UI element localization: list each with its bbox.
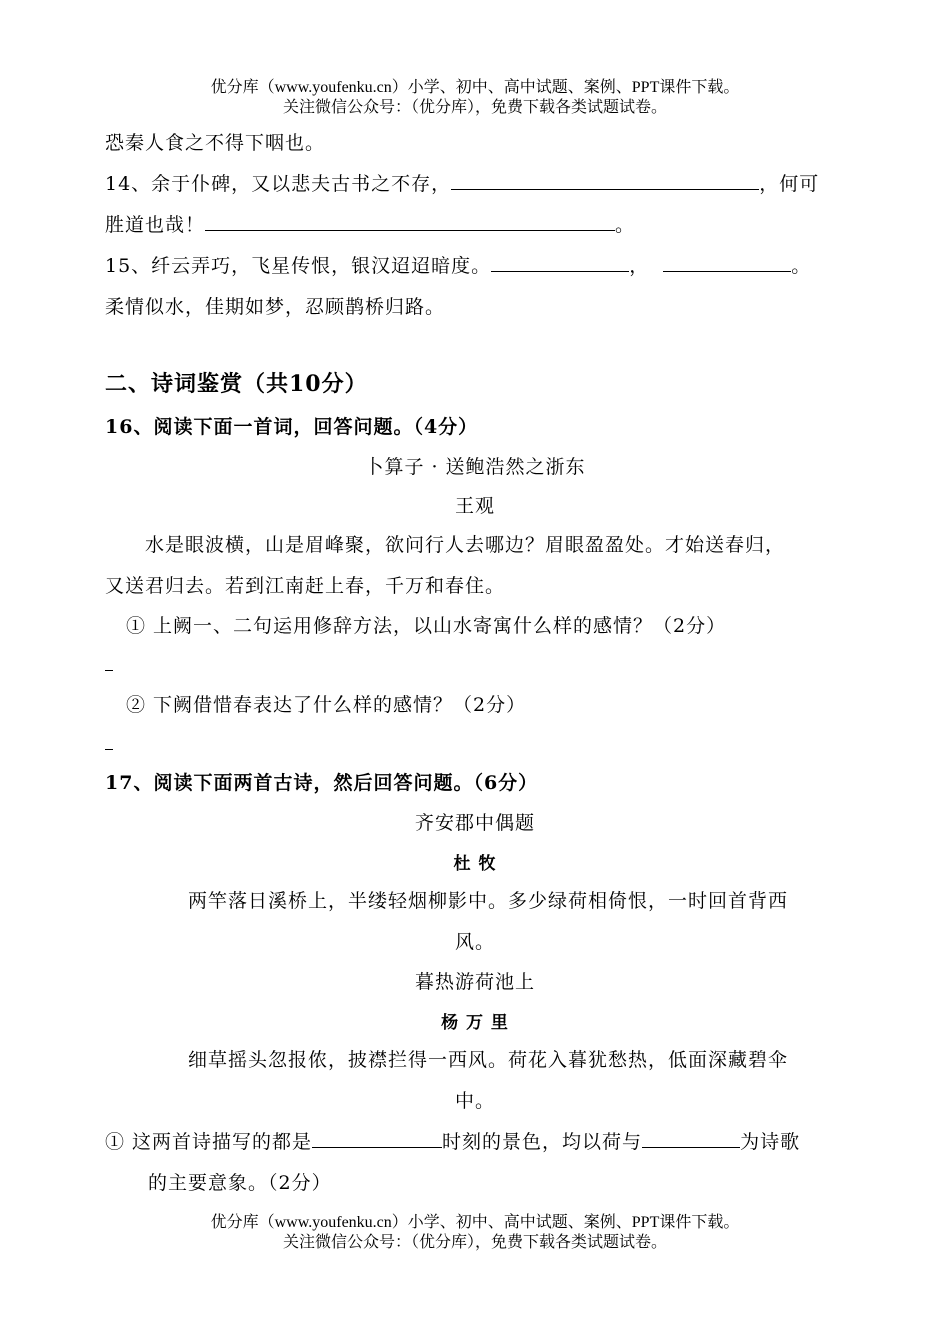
poem-3-title: 暮热游荷池上: [414, 971, 535, 993]
poem-1-line-1: 水是眼波横，山是眉峰聚，欲问行人去哪边？眉眼盈盈处。才始送春归，: [145, 534, 786, 556]
q17-1-text-a: ① 这两首诗描写的都是: [105, 1131, 313, 1153]
question-14-line-2: [105, 210, 847, 237]
poem-1-title: 卜算子 · 送鲍浩然之浙东: [364, 456, 586, 478]
poem-3-line-1: 细草摇头忽报侬，披襟拦得一西风。荷花入暮犹愁热，低面深藏碧伞: [188, 1049, 789, 1071]
question-15-line-1: [105, 251, 847, 278]
question-16-1: ① 上阙一、二句运用修辞方法，以山水寄寓什么样的感情？（2分）: [126, 615, 727, 637]
q15-text-a: 15、纤云弄巧，飞星传恨，银汉迢迢暗度。: [105, 255, 492, 277]
footer-line-2: 关注微信公众号：（优分库），免费下载各类试题试卷。: [282, 1234, 667, 1251]
question-16-2: ② 下阙借惜春表达了什么样的感情？（2分）: [126, 694, 527, 716]
poem-3-line-2: 中。: [454, 1090, 495, 1112]
poem-2-title: 齐安郡中偶题: [414, 812, 535, 834]
footer-line-1: 优分库（www.youfenku.cn）小学、初中、高中试题、案例、PPT课件下载。: [210, 1214, 740, 1231]
question-15-line-2: 柔情似水，佳期如梦，忍顾鹊桥归路。: [105, 296, 446, 318]
answer-line-16-1[interactable]: [105, 670, 113, 671]
q17-1-blank-1[interactable]: [312, 1129, 442, 1148]
header-line-2: 关注微信公众号：（优分库），免费下载各类试题试卷。: [282, 99, 667, 116]
question-14-line-1: [105, 169, 847, 196]
poem-2-author: 杜 牧: [453, 854, 497, 874]
poem-2-line-2: 风。: [454, 931, 495, 953]
header-line-1: 优分库（www.youfenku.cn）小学、初中、高中试题、案例、PPT课件下载。: [210, 79, 740, 96]
q14-blank-2[interactable]: [205, 212, 615, 231]
continuation-line: 恐秦人食之不得下咽也。: [105, 132, 326, 154]
q15-text-b: ，: [629, 255, 650, 277]
poem-2-line-1: 两竿落日溪桥上，半缕轻烟柳影中。多少绿荷相倚恨，一时回首背西: [188, 890, 789, 912]
poem-3-author: 杨 万 里: [441, 1013, 509, 1033]
q14-text-d: 。: [615, 214, 636, 236]
poem-1-line-2: 又送君归去。若到江南赶上春，千万和春住。: [105, 575, 506, 597]
q17-1-text-c: 为诗歌: [740, 1131, 801, 1153]
section-title: 二、诗词鉴赏（共10分）: [105, 371, 368, 397]
poem-1-author: 王观: [454, 495, 495, 517]
q14-text-a: 14、余于仆碑，又以悲夫古书之不存，: [105, 173, 452, 195]
q15-blank-1[interactable]: [491, 253, 629, 272]
q14-text-c: 胜道也哉！: [105, 214, 206, 236]
question-17-1-line-1: [105, 1127, 847, 1154]
question-16: 16、阅读下面一首词，回答问题。（4分）: [105, 416, 479, 438]
answer-line-16-2[interactable]: [105, 749, 113, 750]
question-17: 17、阅读下面两首古诗，然后回答问题。（6分）: [105, 772, 539, 794]
q17-1-text-b: 时刻的景色，均以荷与: [442, 1131, 643, 1153]
q14-blank-1[interactable]: [451, 171, 759, 190]
question-17-1-line-2: 的主要意象。（2分）: [148, 1172, 332, 1194]
q14-text-b: ，何可: [759, 173, 820, 195]
q15-text-c: 。: [791, 255, 812, 277]
q15-blank-2[interactable]: [663, 253, 791, 272]
q17-1-blank-2[interactable]: [642, 1129, 740, 1148]
